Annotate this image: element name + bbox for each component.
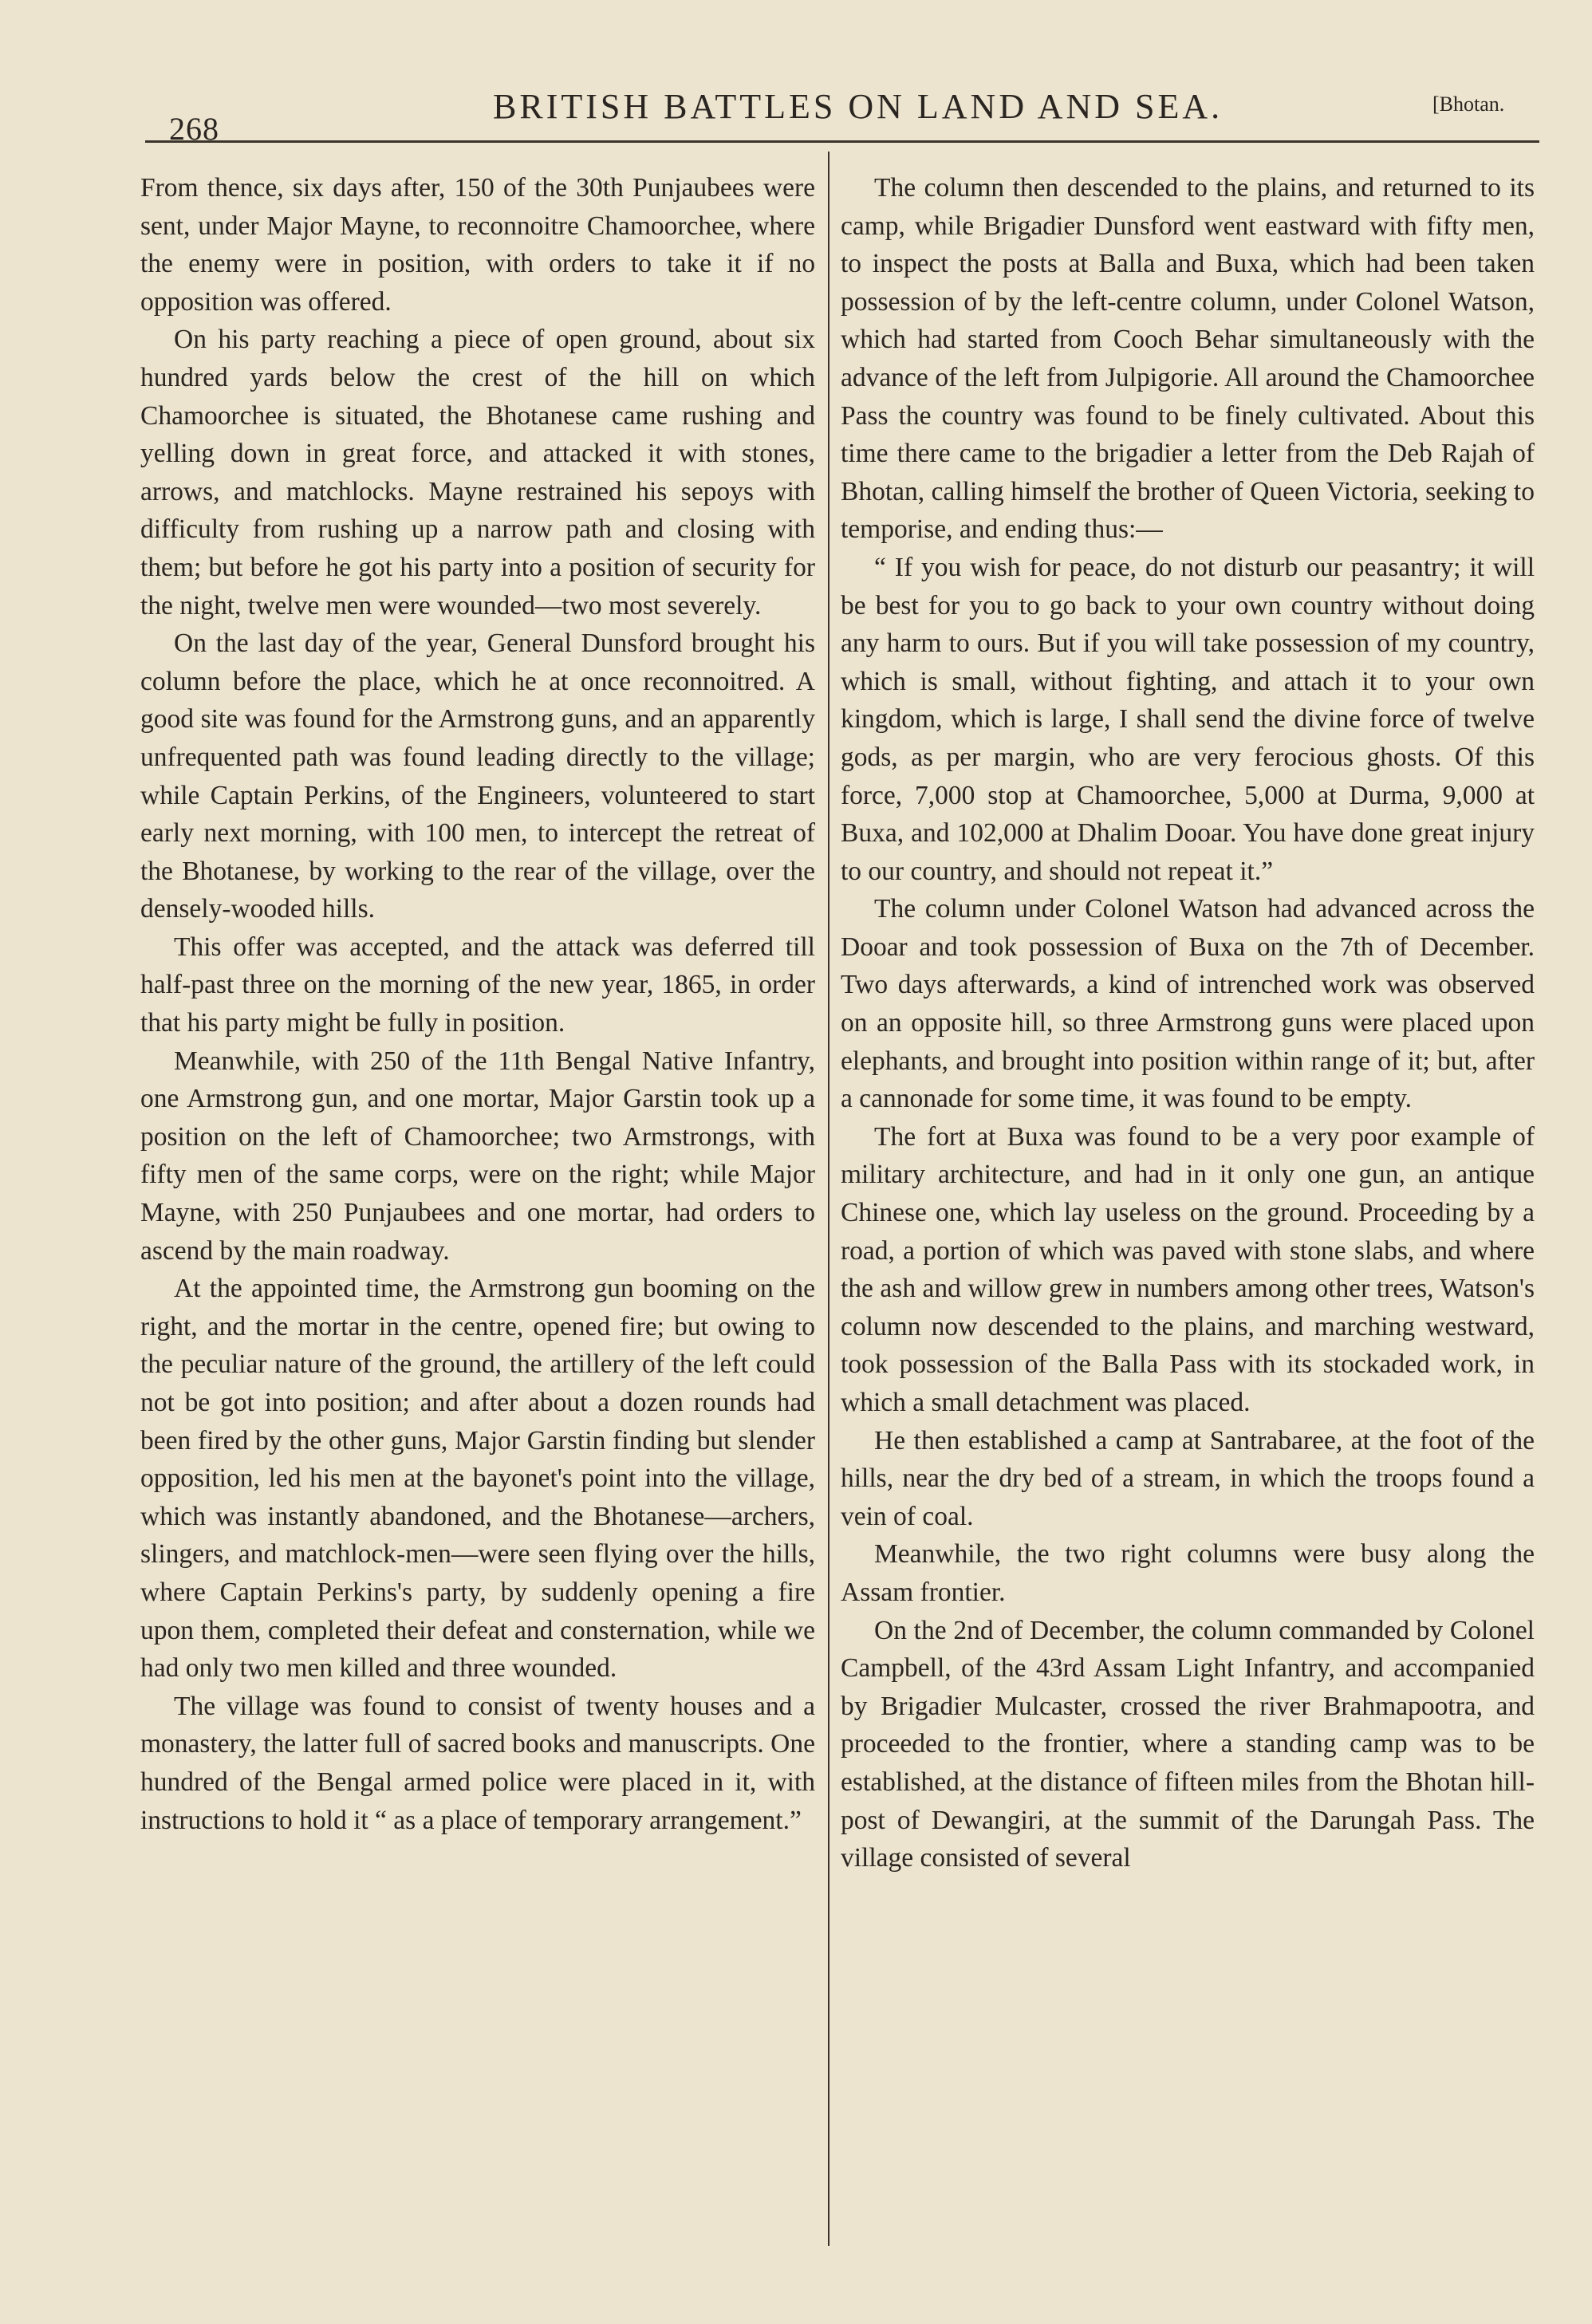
paragraph: The column under Colonel Watson had advanced across the Dooar and took possession of Buxa on the 7th of December. Two days afterwards, a kind of intrenched work was observed on an opposite hill, so three Armstrong guns were placed upon elephants, and brought into position within range of it; but, after a cannonade for some time, it was found to be empty.: [841, 894, 1535, 1114]
paragraph: Meanwhile, with 250 of the 11th Bengal Native Infantry, one Armstrong gun, and one mortar, Major Garstin took up a position on the left of Chamoorchee; two Armstrongs, with fifty men of the same corps, were on the right; while Major Mayne, with 250 Punjaubees and one mortar, had orders to ascend by the main roadway.: [140, 1046, 815, 1266]
running-title: BRITISH BATTLES ON LAND AND SEA.: [493, 87, 1224, 126]
paragraph: He then established a camp at Santrabaree, at the foot of the hills, near the dry bed of a stream, in which the troops found a vein of coal.: [841, 1425, 1535, 1531]
page-number: 268: [169, 111, 219, 147]
paragraph: From thence, six days after, 150 of the 30th Punjaubees were sent, under Major Mayne, to reconnoitre Chamoorchee, where the enemy were in position, with orders to take it if no opposition was offered.: [140, 173, 815, 317]
header-rule: [145, 140, 1539, 143]
paragraph: Meanwhile, the two right columns were busy along the Assam frontier.: [841, 1539, 1535, 1607]
paragraph: At the appointed time, the Armstrong gun booming on the right, and the mortar in the centre, opened fire; but owing to the peculiar nature of the ground, the artillery of the left could not be got into position; and after about a dozen rounds had been fired by the other guns, Major Garstin finding but slender opposition, led his men at the bayonet's point into the village, which was instantly abandoned, and the Bhotanese—archers, slingers, and matchlock-men—were seen flying over the hills, where Captain Perkins's party, by suddenly opening a fire upon them, completed their defeat and consternation, while we had only two men killed and three wounded.: [140, 1274, 815, 1684]
paragraph: The column then descended to the plains, and returned to its camp, while Brigadier Dunsford went eastward with fifty men, to inspect the posts at Balla and Buxa, which had been taken possession of by the left-centre column, under Colonel Watson, which had started from Cooch Behar simultaneously with the advance of the left from Julpigorie. All around the Chamoorchee Pass the country was found to be finely cultivated. About this time there came to the brigadier a letter from the Deb Rajah of Bhotan, calling himself the brother of Queen Victoria, seeking to temporise, and ending thus:—: [841, 173, 1535, 545]
paragraph: The village was found to consist of twenty houses and a monastery, the latter full of sacred books and manuscripts. One hundred of the Bengal armed police were placed in it, with instructions to hold it “ as a place of temporary arrangement.”: [140, 1691, 815, 1835]
paragraph: On the 2nd of December, the column commanded by Colonel Campbell, of the 43rd Assam Light Infantry, and accompanied by Brigadier Mulcaster, crossed the river Brahmapootra, and proceeded to the frontier, where a standing camp was to be established, at the distance of fifteen miles from the Bhotan hill-post of Dewangiri, at the summit of the Darungah Pass. The village consisted of several: [841, 1615, 1535, 1873]
paragraph: This offer was accepted, and the attack was deferred till half-past three on the morning of the new year, 1865, in order that his party might be fully in position.: [140, 932, 815, 1038]
paragraph: On his party reaching a piece of open ground, about six hundred yards below the crest of the hill on which Chamoorchee is situated, the Bhotanese came rushing and yelling down in great force, and attacked it with stones, arrows, and matchlocks. Mayne restrained his sepoys with difficulty from rushing up a narrow path and closing with them; but before he got his party into a position of security for the night, twelve men were wounded—two most severely.: [140, 325, 815, 620]
paragraph: The fort at Buxa was found to be a very poor example of military architecture, and had in it only one gun, an antique Chinese one, which lay useless on the ground. Proceeding by a road, a portion of which was paved with stone slabs, and where the ash and willow grew in numbers among other trees, Watson's column now descended to the plains, and marching westward, took possession of the Balla Pass with its stockaded work, in which a small detachment was placed.: [841, 1121, 1535, 1417]
quoted-letter: “ If you wish for peace, do not disturb our peasantry; it will be best for you to go back to your own country without doing any harm to ours. But if you will take possession of my country, which is small, without fighting, and attach it to your own kingdom, which is large, I shall send the divine force of twelve gods, as per margin, who are very ferocious ghosts. Of this force, 7,000 stop at Chamoorchee, 5,000 at Durma, 9,000 at Buxa, and 102,000 at Dhalim Dooar. You have done great injury to our country, and should not repeat it.”: [841, 552, 1535, 886]
column-divider: [828, 152, 829, 2246]
section-tag: [Bhotan.: [1432, 93, 1505, 116]
paragraph: On the last day of the year, General Dunsford brought his column before the place, which he at once reconnoitred. A good site was found for the Armstrong guns, and an apparently unfrequented path was found leading directly to the village; while Captain Perkins, of the Engineers, volunteered to start early next morning, with 100 men, to intercept the retreat of the Bhotanese, by working to the rear of the village, over the densely-wooded hills.: [140, 628, 815, 924]
right-column: [841, 169, 1535, 1877]
left-column: [140, 169, 815, 1839]
